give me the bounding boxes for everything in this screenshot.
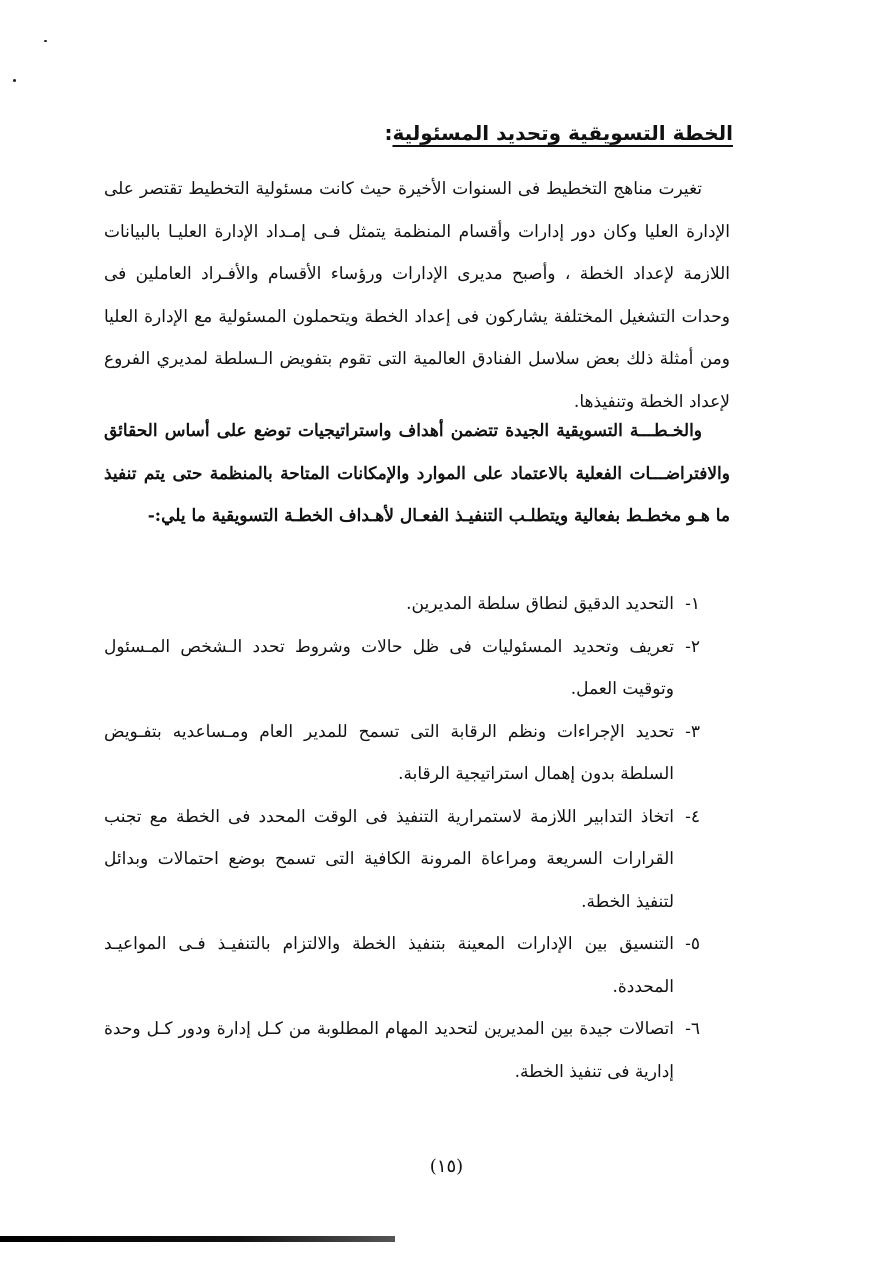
- list-item-text: اتخاذ التدابير اللازمة لاستمرارية التنفيذ فى الوقت المحدد فى الخطة مع تجنب القرارات السريعة ومراعاة المرونة الكافية التى تسمح بوضع احتمالات وبدائل لتنفيذ الخطة.: [104, 806, 674, 912]
- list-item: [104, 1008, 700, 1093]
- paragraph-requirements: والخـطـــة التسويقية الجيدة تتضمن أهداف واستراتيجيات توضع على أساس الحقائق والافتراضـــات الفعلية بالاعتماد على الموارد والإمكانات المتاحة بالمنظمة حتى يتم تنفيذ ما هـو مخطـط بفعالية ويتطلـب التنفيـذ الفعـال لأهـداف الخطـة التسويقية ما يلي:-: [104, 421, 730, 526]
- section-title-text: الخطة التسويقية وتحديد المسئولية: [392, 121, 733, 145]
- list-item: [104, 626, 700, 711]
- scan-speck: [13, 79, 16, 82]
- page-number: (١٥): [429, 1156, 464, 1177]
- section-title-colon: :: [384, 121, 393, 145]
- list-item-number: ٣-: [685, 721, 700, 742]
- list-item-number: ٥-: [685, 934, 700, 954]
- scan-speck: [44, 40, 47, 42]
- bottom-rule: [0, 1236, 395, 1242]
- list-item-text: التنسيق بين الإدارات المعينة بتنفيذ الخطة والالتزام بالتنفيـذ فـى المواعيـد المحددة.: [104, 934, 674, 997]
- list-item-text: تحديد الإجراءات ونظم الرقابة التى تسمح للمدير العام ومـساعديه بتفـويض السلطة بدون إهمال استراتيجية الرقابة.: [104, 721, 674, 784]
- list-item: [104, 583, 700, 626]
- list-item: [104, 796, 700, 924]
- list-item-text: التحديد الدقيق لنطاق سلطة المديرين.: [406, 594, 674, 614]
- list-item-number: ١-: [685, 594, 700, 614]
- paragraph-intro: تغيرت مناهج التخطيط فى السنوات الأخيرة حيث كانت مسئولية التخطيط تقتصر على الإدارة العليا وكان دور إدارات وأقسام المنظمة يتمثل فـى إمـداد الإدارة العليـا بالبيانات اللازمة لإعداد الخطة ، وأصبح مديرى الإدارات ورؤساء الأقسام والأفـراد العاملين فى وحدات التشغيل المختلفة يشاركون فى إعداد الخطة ويتحملون المسئولية مع الإدارة العليا ومن أمثلة ذلك بعض سلاسل الفنادق العالمية التى تقوم بتفويض الـسلطة لمديري الفروع لإعداد الخطة وتنفيذها.: [104, 179, 730, 412]
- list-item-text: اتصالات جيدة بين المديرين لتحديد المهام المطلوبة من كـل إدارة ودور كـل وحدة إدارية فى تنفيذ الخطة.: [104, 1019, 674, 1082]
- list-item-number: ٦-: [685, 1019, 700, 1039]
- section-title: [385, 118, 734, 148]
- list-item: [104, 711, 700, 796]
- list-item: [104, 923, 700, 1008]
- list-item-number: ٤-: [685, 806, 700, 827]
- list-item-number: ٢-: [685, 636, 700, 657]
- requirements-list: [104, 583, 700, 1093]
- list-item-text: تعريف وتحديد المسئوليات فى ظل حالات وشروط تحدد الـشخص المـسئول وتوقيت العمل.: [104, 636, 674, 699]
